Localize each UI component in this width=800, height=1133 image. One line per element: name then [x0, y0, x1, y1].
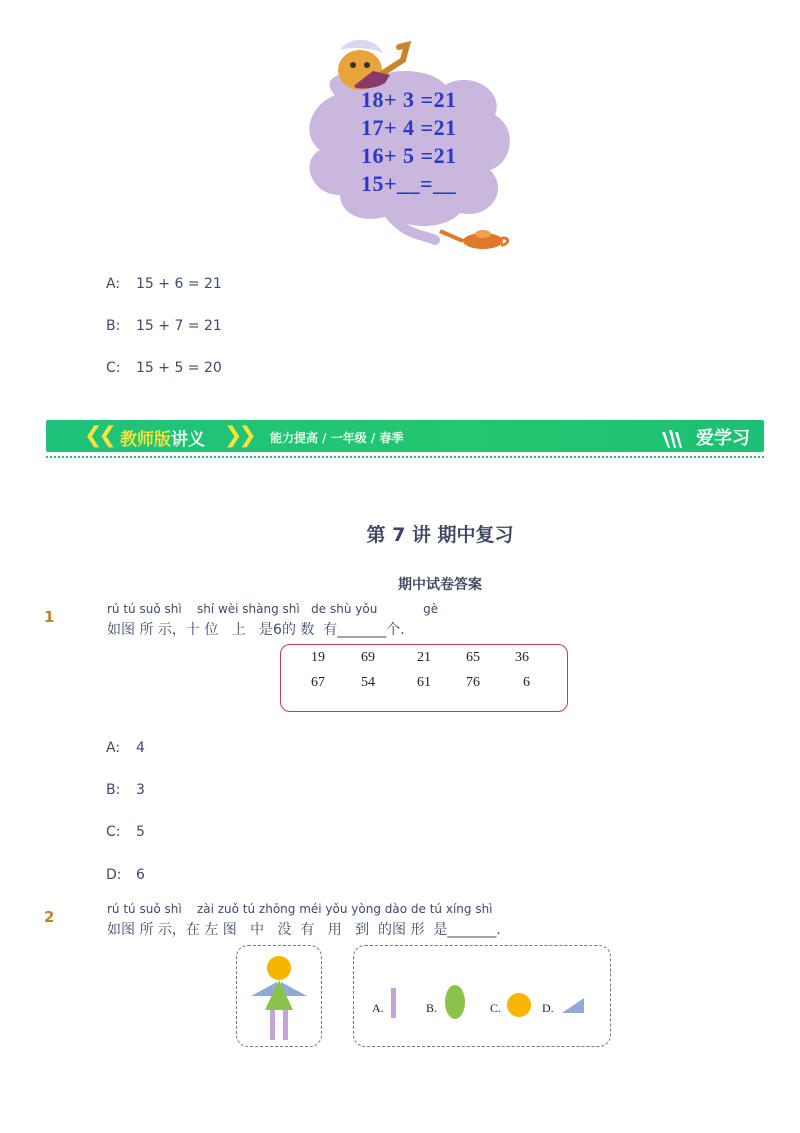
banner-title — [120, 425, 205, 450]
option-text: 3 — [136, 782, 145, 798]
question-1-pinyin: rú tú suǒ shì shí wèi shàng shì de shù yǒu gè — [107, 602, 439, 616]
lecture-title: 第 7 讲 期中复习 — [366, 524, 514, 546]
question-1-text: 如图 所 示，十 位 上 是6的 数 有_______个. — [107, 622, 405, 638]
option-text: 15 + 5 = 20 — [136, 360, 222, 376]
banner-title-yellow: 教师版 — [120, 430, 171, 450]
brand-logo — [660, 424, 750, 450]
equation-1: 18+ 3 =21 — [361, 87, 457, 112]
option-a[interactable] — [106, 276, 222, 292]
circle-shape-icon — [506, 992, 532, 1018]
option-key: D: — [106, 867, 122, 883]
number-cell: 19 — [311, 650, 325, 665]
number-cell: 69 — [361, 650, 375, 665]
option-key: B: — [106, 782, 121, 798]
question-number-1: 1 — [44, 608, 55, 626]
option-text: 15 + 7 = 21 — [136, 318, 222, 334]
figure-box-left — [236, 945, 322, 1047]
choice-label-a: A. — [372, 1001, 384, 1015]
q1-option-b[interactable] — [106, 782, 145, 798]
option-key: A: — [106, 740, 121, 756]
option-text: 6 — [136, 867, 145, 883]
option-text: 4 — [136, 740, 145, 756]
option-c[interactable] — [106, 360, 222, 376]
option-key: C: — [106, 824, 121, 840]
header-banner — [46, 420, 764, 452]
q1-option-d[interactable] — [106, 867, 145, 883]
logo-text: 爱学习 — [696, 428, 750, 449]
figure-box-choices — [353, 945, 611, 1047]
question-2-text: 如图 所 示，在 左 图 中 没 有 用 到 的图 形 是_______. — [107, 922, 501, 938]
rectangle-shape-icon — [390, 988, 398, 1018]
equation-3: 16+ 5 =21 — [361, 143, 457, 168]
number-cell: 67 — [311, 675, 325, 690]
genie-illustration — [295, 35, 525, 255]
question-2-pinyin: rú tú suǒ shì zài zuǒ tú zhōng méi yǒu yòng dào de tú xíng shì — [107, 902, 493, 916]
q1-option-c[interactable] — [106, 824, 145, 840]
chevron-left-icon: ❮❮ — [84, 423, 113, 448]
choice-label-c: C. — [490, 1001, 502, 1015]
number-cell: 65 — [466, 650, 480, 665]
choice-label-d: D. — [542, 1001, 554, 1015]
shape-figure — [237, 946, 321, 1046]
number-box — [280, 644, 568, 712]
number-cell: 21 — [417, 650, 431, 665]
banner-dotted-divider — [46, 456, 764, 458]
section-title: 期中试卷答案 — [398, 577, 482, 593]
q1-option-a[interactable] — [106, 740, 145, 756]
banner-subtitle: 能力提高 / 一年级 / 春季 — [270, 431, 404, 445]
option-key: B: — [106, 318, 121, 334]
number-cell: 36 — [515, 650, 529, 665]
number-cell: 76 — [466, 675, 480, 690]
equation-2: 17+ 4 =21 — [361, 115, 457, 140]
number-cell: 6 — [523, 675, 530, 690]
book-icon — [660, 428, 690, 450]
option-b[interactable] — [106, 318, 222, 334]
banner-title-white: 讲义 — [171, 430, 205, 450]
number-cell: 54 — [361, 675, 375, 690]
chevron-right-icon: ❯❯ — [224, 423, 253, 448]
ellipse-shape-icon — [444, 984, 466, 1020]
option-text: 15 + 6 = 21 — [136, 276, 222, 292]
question-number-2: 2 — [44, 908, 55, 926]
triangle-shape-icon — [562, 996, 588, 1014]
option-text: 5 — [136, 824, 145, 840]
option-key: C: — [106, 360, 121, 376]
choice-label-b: B. — [426, 1001, 438, 1015]
option-key: A: — [106, 276, 121, 292]
equation-4: 15+__=__ — [361, 171, 457, 196]
number-cell: 61 — [417, 675, 431, 690]
